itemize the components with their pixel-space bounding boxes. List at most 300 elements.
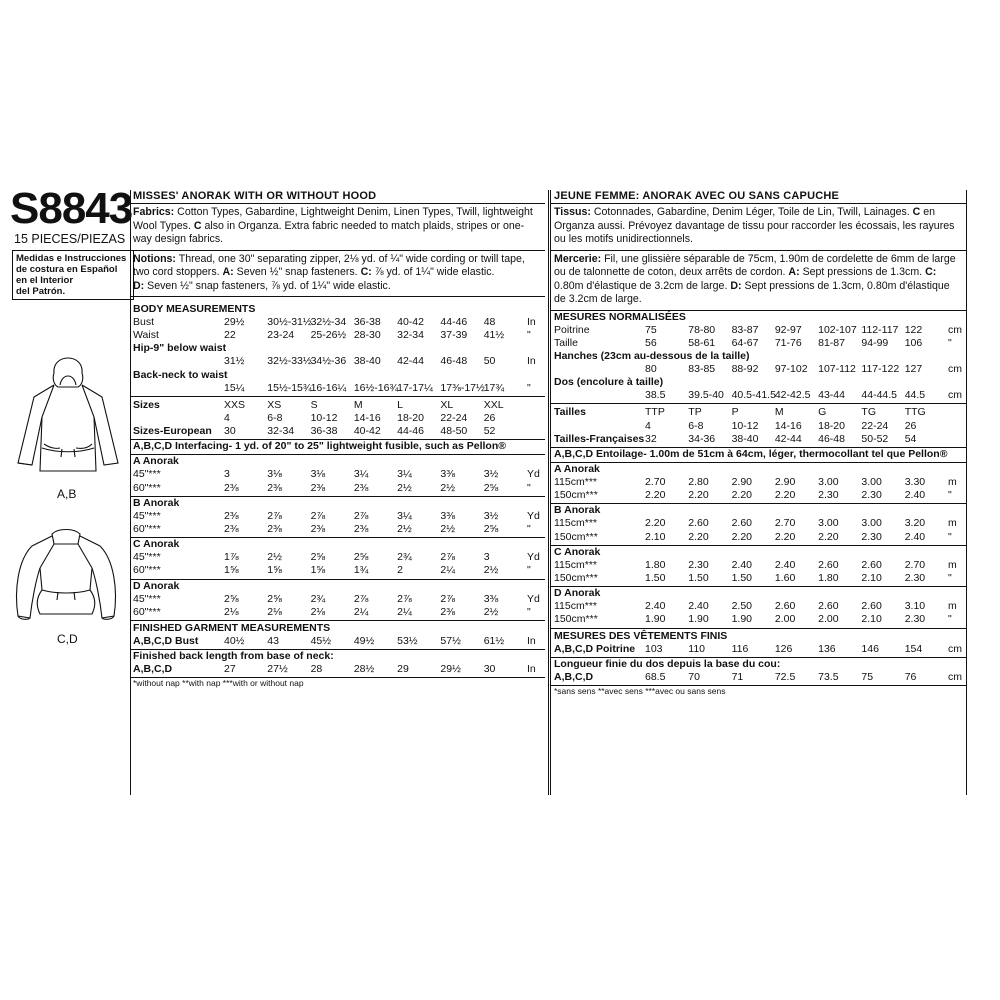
notions-c-text: ⅞ yd. of 1¼" wide elastic. [374,266,495,278]
notions-c-text: 0.80m d'élastique de 3.2cm de large. [554,279,728,292]
cell: 2.30 [861,530,882,543]
cell: 41½ [483,329,505,342]
cell: 2½ [440,523,456,536]
cell: 30 [483,663,496,676]
cell: 3.20 [904,517,926,530]
spanish-note-line: del Patrón. [16,286,66,297]
cell: 42-42.5 [774,389,811,402]
fabrics-text-2: also in Organza. Extra fabric needed to match plaids, stripes or one-way design fabrics. [133,219,525,245]
body-measurements [130,297,545,397]
cell: 4 [224,412,230,425]
notions-a-text: Sept pressions de 1.3cm. [802,266,923,278]
cell: 3.10 [904,600,926,613]
cell: 1.90 [688,613,709,626]
interfacing-row [130,440,545,455]
cell: 1⅝ [310,564,326,577]
cell: 44.5 [904,389,926,402]
view-heading: D Anorak [554,587,601,600]
yardage-group [551,504,966,545]
cell: 3 [224,468,230,481]
cell: 6-8 [688,419,704,432]
table-row [551,324,966,337]
cell: 49½ [353,635,375,648]
cell: P [731,406,739,419]
section-heading: FINISHED GARMENT MEASUREMENTS [133,622,331,635]
table-row [551,363,966,376]
hip-label: Hanches (23cm au-dessous de la taille) [554,349,750,362]
cell: 2½ [440,481,456,494]
footnote: *sans sens **avec sens ***avec ou sans sens [554,685,726,696]
table-row [551,643,966,656]
notions-d-label: D: [133,279,145,292]
cell: 3.00 [818,517,839,530]
cell: 83-85 [688,362,716,375]
cell: 2¼ [353,605,369,618]
hooded-anorak-back-view-icon [12,345,124,480]
cell: 29½ [224,316,245,328]
cell: 2.10 [861,571,882,584]
row-label: Sizes [133,398,160,411]
cell: 2⅝ [483,481,499,494]
cell: 36-38 [310,425,338,438]
cell: TTG [904,406,926,419]
cell: 17-17¼ [397,381,433,394]
cell: XS [267,398,282,411]
cell: 40-42 [397,316,424,328]
cell: 2.20 [818,530,839,543]
fabrics-c-label: C [912,206,921,218]
sizes-block [551,404,966,448]
cell: 22-24 [440,412,468,425]
cell: 2⅞ [440,592,456,605]
notions-label: Mercerie: [554,252,602,265]
cell: 136 [818,642,836,655]
cell: 29 [397,663,409,676]
cell: 3⅜ [440,509,456,522]
panel-title: MISSES' ANORAK WITH OR WITHOUT HOOD [130,190,545,204]
table-row [130,635,545,648]
cell: 2⅜ [353,523,369,536]
notions-d-label: D: [730,279,742,292]
cell: 26 [904,419,917,432]
cell: 2.70 [774,517,796,530]
cell: 2.40 [688,600,709,613]
cell: 54 [904,432,917,445]
cell: 26 [483,412,496,425]
cell: 1.80 [818,571,839,584]
table-row [130,412,545,425]
unit: In [527,316,536,328]
table-row [130,355,545,368]
cell: 3½ [483,468,499,481]
cell: 28-30 [353,329,381,342]
cell: 32½-33½ [267,355,312,368]
cell: 2.00 [774,613,796,626]
cell: 3⅛ [267,468,282,481]
measure-table [551,324,966,350]
view-heading: C Anorak [133,538,180,551]
cell: 2¾ [310,592,326,605]
cell: 97-102 [774,362,808,375]
cell: 2⅞ [353,509,369,522]
cell: 1.50 [645,571,666,584]
cell: 23-24 [267,329,295,342]
table-row [551,613,966,626]
cell: 3¼ [353,468,369,481]
cell: G [818,406,827,419]
yardage-table [130,593,545,619]
cell: 30½-31½ [267,316,312,328]
section-heading: BODY MEASUREMENTS [133,303,256,315]
cell: 2⅜ [224,523,239,536]
finished-back [551,658,966,686]
fabric-width-label: 45"*** [133,592,161,605]
cell: 58-61 [688,336,716,349]
unit: " [948,613,952,626]
unit: " [527,564,531,577]
yardage-groups [130,455,545,621]
cell: TP [688,406,702,419]
fabrics-paragraph [130,204,545,251]
table-row [130,425,545,438]
unit: cm [948,670,962,683]
cell: 2½ [483,564,499,577]
unit: Yd [527,592,540,605]
cell: 1.90 [645,613,666,626]
cell: 15¼ [224,381,245,394]
yardage-table [130,551,545,577]
cell: 117-122 [861,362,900,375]
cell: 2⅞ [440,551,456,564]
fabrics-label: Fabrics: [133,206,175,218]
footnote: *without nap **with nap ***with or without nap [133,678,304,689]
row-label: A,B,C,D Bust [133,635,199,648]
cell: 112-117 [861,323,899,336]
cell: 107-112 [818,362,856,375]
finished-measurements [130,621,545,650]
cell: 2.30 [861,489,882,502]
cell: 3⅛ [310,468,326,481]
view-heading: A Anorak [133,455,179,468]
spanish-note-line: de costura en Español [16,264,118,275]
cell: 44-46 [397,425,424,438]
cell: 2.30 [818,489,839,502]
cell: 2.90 [731,475,752,488]
cell: XXL [483,398,504,411]
cell: 126 [774,642,793,655]
cell: XL [440,398,454,411]
table-row [130,663,545,676]
cell: 2.20 [731,489,752,502]
cell: 50-52 [861,432,889,445]
measure-table [130,355,545,368]
cell: 81-87 [818,336,845,349]
table-row [130,551,545,564]
cell: 1.50 [731,571,752,584]
cell: 103 [645,642,663,655]
yardage-group [551,587,966,628]
cell: 16½-16¾ [353,381,399,394]
cell: 3⅜ [483,592,499,605]
cell: 28½ [353,663,375,676]
divider-middle [548,190,549,795]
cell: 40-42 [353,425,381,438]
cell: 2.60 [861,558,882,571]
cell: 42-44 [774,432,802,445]
unit: " [948,489,952,502]
french-panel [551,190,966,697]
view-heading: D Anorak [133,579,180,592]
row-label: A,B,C,D [133,663,173,676]
cell: 32½-34 [310,316,347,328]
cell: 32-34 [397,329,424,342]
finished-table [130,635,545,648]
cell: 22-24 [861,419,889,432]
cell: 38-40 [353,355,381,368]
fabric-width-label: 60"*** [133,481,161,494]
yardage-table [130,510,545,536]
table-row [551,433,966,446]
cell: 6-8 [267,412,283,425]
view-heading: A Anorak [554,462,600,475]
cell: L [397,398,403,411]
cell: M [353,398,363,411]
cell: 2.00 [818,613,839,626]
cell: 2.40 [731,558,752,571]
yardage-table [551,476,966,502]
cell: 2⅝ [310,551,326,564]
yardage-group [130,455,545,496]
cell: 2.10 [861,613,882,626]
cell: 116 [731,642,749,655]
table-row [551,406,966,419]
spanish-note-line: en el Interior [16,275,74,286]
finished-back-table [551,671,966,684]
cell: 2 [397,564,403,577]
yardage-group [551,546,966,587]
table-row [130,482,545,495]
table-row [130,399,545,412]
cell: 14-16 [774,419,802,432]
cell: 2.40 [904,489,926,502]
cell: 2⅝ [267,592,282,605]
cell: 43 [267,635,279,648]
cell: 2⅞ [397,592,412,605]
cell: 61½ [483,635,505,648]
cell: 18-20 [818,419,845,432]
fabrics-c-label: C [193,219,202,232]
cell: 38-40 [731,432,759,445]
cell: 2⅜ [353,481,369,494]
cell: 127 [904,362,923,375]
cell: 2.60 [818,600,839,613]
fabrics-text: Cotton Types, Gabardine, Lightweight Denim, Linen Types, Twill, lightweight Wool Types. [133,206,533,232]
cell: 92-97 [774,323,802,336]
cell: 3½ [483,509,499,522]
cell: 34½-36 [310,355,347,368]
cell: 2⅜ [310,523,326,536]
cell: 2.30 [688,558,709,571]
cell: 72.5 [774,670,796,683]
notions-paragraph [551,251,966,311]
cell: 2½ [483,605,499,618]
cell: 31½ [224,355,245,368]
unit: " [527,481,531,494]
unit: cm [948,642,962,655]
notions-label: Notions: [133,252,176,265]
view-heading: B Anorak [133,496,180,509]
cell: 2.90 [774,475,796,488]
cell: 28 [310,663,323,676]
cell: 40½ [224,635,245,648]
cell: 75 [861,670,874,683]
yardage-table [130,468,545,494]
cell: 48-50 [440,425,468,438]
measure-table [551,389,966,402]
fabric-width-label: 150cm*** [554,613,598,626]
unit: " [527,381,531,394]
cell: 2.30 [904,613,926,626]
row-label: Bust [133,316,155,328]
figure-label-ab: A,B [57,487,77,501]
table-row [130,564,545,577]
cell: 70 [688,670,700,683]
sizes-table [130,399,545,439]
cell: 1¾ [353,564,369,577]
cell: 2.70 [904,558,926,571]
cell: 2.40 [774,558,796,571]
interfacing-row [551,448,966,463]
spanish-instructions-note [12,250,134,300]
cell: 29½ [440,663,461,676]
cell: 146 [861,642,879,655]
cell: 80 [645,362,657,375]
interfacing-text: A,B,C,D Interfacing- 1 yd. of 20" to 25" lightweight fusible, such as Pellon® [133,440,506,453]
back-label: Back-neck to waist [133,368,228,381]
table-row [551,489,966,502]
table-row [551,559,966,572]
english-panel [130,190,545,689]
cell: 16-16¼ [310,381,347,394]
fabrics-paragraph [551,204,966,251]
cell: 44-46 [440,316,468,328]
view-heading: B Anorak [554,504,601,517]
cell: 2⅛ [310,605,326,618]
yardage-group [551,463,966,504]
cell: 2.60 [688,517,709,530]
cell: 56 [645,336,657,349]
spanish-note-line: Medidas e Instrucciones [16,253,127,264]
cell: 43-44 [818,389,845,402]
cell: S [310,398,318,411]
notions-a-label: A: [222,266,234,278]
cell: 4 [645,419,651,432]
cell: 2⅜ [440,605,456,618]
yardage-table [551,517,966,543]
cell: 3.00 [861,475,882,488]
cell: 2½ [397,523,412,536]
cell: 3¼ [397,509,412,522]
cell: 46-48 [818,432,845,445]
table-row [551,337,966,350]
cell: 3.00 [818,475,839,488]
cell: 2½ [267,551,282,564]
cell: 2⅜ [224,509,239,522]
table-row [130,593,545,606]
unit: m [948,517,957,530]
cell: 2.40 [904,530,926,543]
panel-title: JEUNE FEMME: ANORAK AVEC OU SANS CAPUCHE [551,190,966,204]
cell: 37-39 [440,329,468,342]
unit: Yd [527,551,540,564]
cell: 2.60 [861,600,882,613]
notions-paragraph [130,251,545,298]
fabric-width-label: 45"*** [133,468,161,481]
cell: 2.20 [645,517,666,530]
cell: 48 [483,316,496,328]
divider-right [966,190,967,795]
table-row [130,606,545,619]
sizes-table [551,406,966,446]
cell: 2⅜ [267,481,282,494]
table-row [551,517,966,530]
notions-c-label: C: [925,266,937,278]
yardage-group [130,497,545,538]
table-row [130,316,545,329]
cell: 64-67 [731,336,759,349]
notions-text: Thread, one 30" separating zipper, 2⅛ yd. of ¼" wide cording or twill tape, two cord stoppers. [133,252,525,278]
cell: 88-92 [731,362,759,375]
cell: 2¼ [397,605,412,618]
cell: 3¼ [397,468,412,481]
table-row [551,389,966,402]
fabric-width-label: 45"*** [133,551,161,564]
cell: 2.60 [774,600,796,613]
cell: 17¾ [483,381,505,394]
cell: 32-34 [267,425,295,438]
finished-back-label: Finished back length from base of neck: [133,650,334,663]
unit: Yd [527,509,540,522]
table-row [551,476,966,489]
fabric-width-label: 60"*** [133,564,161,577]
row-label: Poitrine [554,323,590,336]
table-row [130,382,545,395]
fabrics-text: Cotonnades, Gabardine, Denim Léger, Toile de Lin, Twill, Lainages. [593,206,910,218]
cell: 122 [904,323,923,336]
interfacing-text: A,B,C,D Entoilage- 1.00m de 51cm à 64cm, léger, thermocollant tel que Pellon® [554,447,948,460]
cell: 78-80 [688,323,716,336]
cell: 52 [483,425,496,438]
unit: In [527,355,536,368]
fabric-width-label: 45"*** [133,509,161,522]
cell: 2.70 [645,475,666,488]
cell: 50 [483,355,496,368]
cell: 30 [224,425,236,438]
notions-d-text: Sept pressions de 1.3cm, 0.80m d'élastique de 3.2cm de large. [554,279,950,305]
unit: m [948,475,957,488]
finished-back [130,650,545,678]
unit: cm [948,389,962,402]
cell: 83-87 [731,323,759,336]
cell: 39.5-40 [688,389,724,402]
table-row [551,572,966,585]
sizes-block [130,397,545,441]
cell: 71 [731,670,744,683]
fabric-width-label: 115cm*** [554,558,597,571]
cell: 45½ [310,635,331,648]
cell: 94-99 [861,336,889,349]
cell: 3 [483,551,490,564]
